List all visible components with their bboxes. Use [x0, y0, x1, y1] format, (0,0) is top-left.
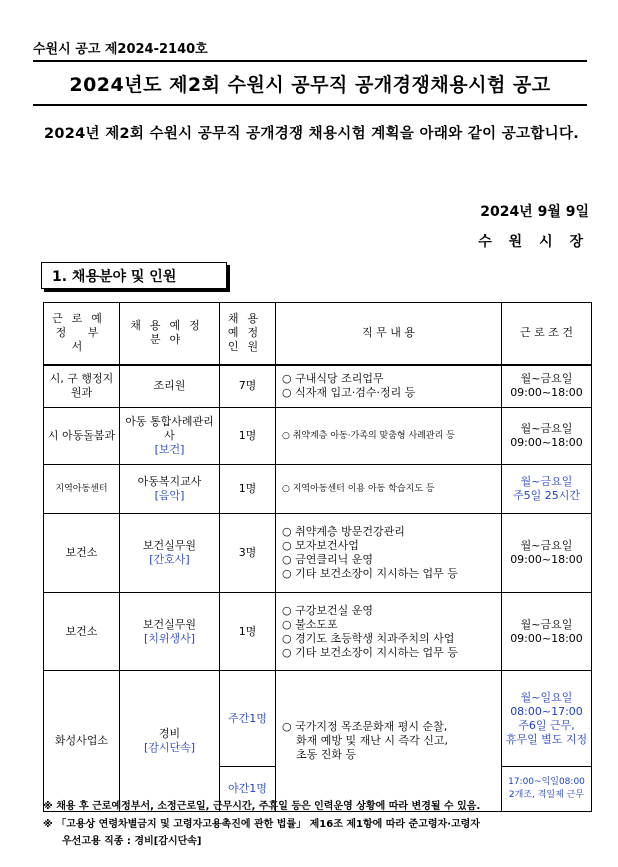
header-count: 채용 예정 인원 — [220, 303, 276, 365]
row-conditions: 월~금요일 09:00~18:00 — [502, 408, 592, 465]
row-field: 조리원 — [120, 365, 220, 408]
row-dept: 보건소 — [44, 514, 120, 593]
row-duties: ○ 취약계층 아동·가족의 맞춤형 사례관리 등 — [276, 408, 502, 465]
footnote: 우선고용 직종 : 경비[감시단속] — [62, 836, 202, 847]
table-row — [44, 514, 592, 593]
row-duties: ○ 국가지정 목조문화재 평시 순찰, 화재 예방 및 재난 시 즉각 신고, 초동 진화 등 — [276, 671, 502, 812]
notice-number: 수원시 공고 제2024-2140호 — [33, 42, 208, 57]
row-field: 보건실무원 [간호사] — [120, 514, 220, 593]
row-count: 1명 — [220, 593, 276, 671]
row-field: 경비 [감시단속] — [120, 671, 220, 812]
recruitment-table — [43, 302, 592, 812]
footnote: ※ 채용 후 근로예정부서, 소정근로일, 근무시간, 주휴일 등은 인력운영 상황에 따라 변경될 수 있음. — [43, 801, 481, 812]
table-row — [44, 465, 592, 514]
row-duties: ○ 지역아동센터 이용 아동 학습지도 등 — [276, 465, 502, 514]
notice-date: 2024년 9월 9일 — [480, 204, 589, 220]
row-count-night: 야간1명 — [220, 767, 276, 812]
header-field: 채용예정 분야 — [120, 303, 220, 365]
row-field: 보건실무원 [치위생사] — [120, 593, 220, 671]
row-dept: 시, 구 행정지원과 — [44, 365, 120, 408]
row-conditions: 월~금요일 09:00~18:00 — [502, 514, 592, 593]
row-dept: 시 아동돌봄과 — [44, 408, 120, 465]
header-duties: 직 무 내 용 — [276, 303, 502, 365]
row-count-day: 주간1명 — [220, 671, 276, 767]
row-dept: 보건소 — [44, 593, 120, 671]
row-count: 1명 — [220, 465, 276, 514]
table-row — [44, 365, 592, 408]
row-conditions-night: 17:00~익일08:00 2개조, 격일제 근무 — [502, 767, 592, 812]
section-heading: 1. 채용분야 및 인원 — [41, 262, 227, 289]
row-conditions-day: 월~일요일 08:00~17:00 주6일 근무, 휴무일 별도 지정 — [502, 671, 592, 767]
table-row — [44, 671, 592, 767]
row-dept: 지역아동센터 — [44, 465, 120, 514]
table-row — [44, 408, 592, 465]
row-duties: ○ 취약계층 방문건강관리 ○ 모자보건사업 ○ 금연클리닉 운영 ○ 기타 보건소장이 지시하는 업무 등 — [276, 514, 502, 593]
row-duties: ○ 구강보건실 운영 ○ 불소도포 ○ 경기도 초등학생 치과주치의 사업 ○ 기타 보건소장이 지시하는 업무 등 — [276, 593, 502, 671]
row-field: 아동복지교사 [음악] — [120, 465, 220, 514]
row-conditions: 월~금요일 주5일 25시간 — [502, 465, 592, 514]
table-row — [44, 593, 592, 671]
row-count: 1명 — [220, 408, 276, 465]
row-count: 7명 — [220, 365, 276, 408]
row-field: 아동 통합사례관리사 [보건] — [120, 408, 220, 465]
row-dept: 화성사업소 — [44, 671, 120, 812]
table-header-row — [44, 303, 592, 365]
row-conditions: 월~금요일 09:00~18:00 — [502, 593, 592, 671]
row-conditions: 월~금요일 09:00~18:00 — [502, 365, 592, 408]
footnote: ※ 「고용상 연령차별금지 및 고령자고용촉진에 관한 법률」 제16조 제1항에 따라 준고령자·고령자 — [43, 819, 480, 830]
row-count: 3명 — [220, 514, 276, 593]
header-conditions: 근 로 조 건 — [502, 303, 592, 365]
issuer: 수 원 시 장 — [478, 234, 589, 250]
header-dept: 근로예정 부서 — [44, 303, 120, 365]
row-duties: ○ 구내식당 조리업무 ○ 식자재 입고·검수·정리 등 — [276, 365, 502, 408]
page-title: 2024년도 제2회 수원시 공무직 공개경쟁채용시험 공고 — [33, 60, 587, 106]
intro-text: 2024년 제2회 수원시 공무직 공개경쟁 채용시험 계획을 아래와 같이 공고합니다. — [44, 126, 580, 142]
